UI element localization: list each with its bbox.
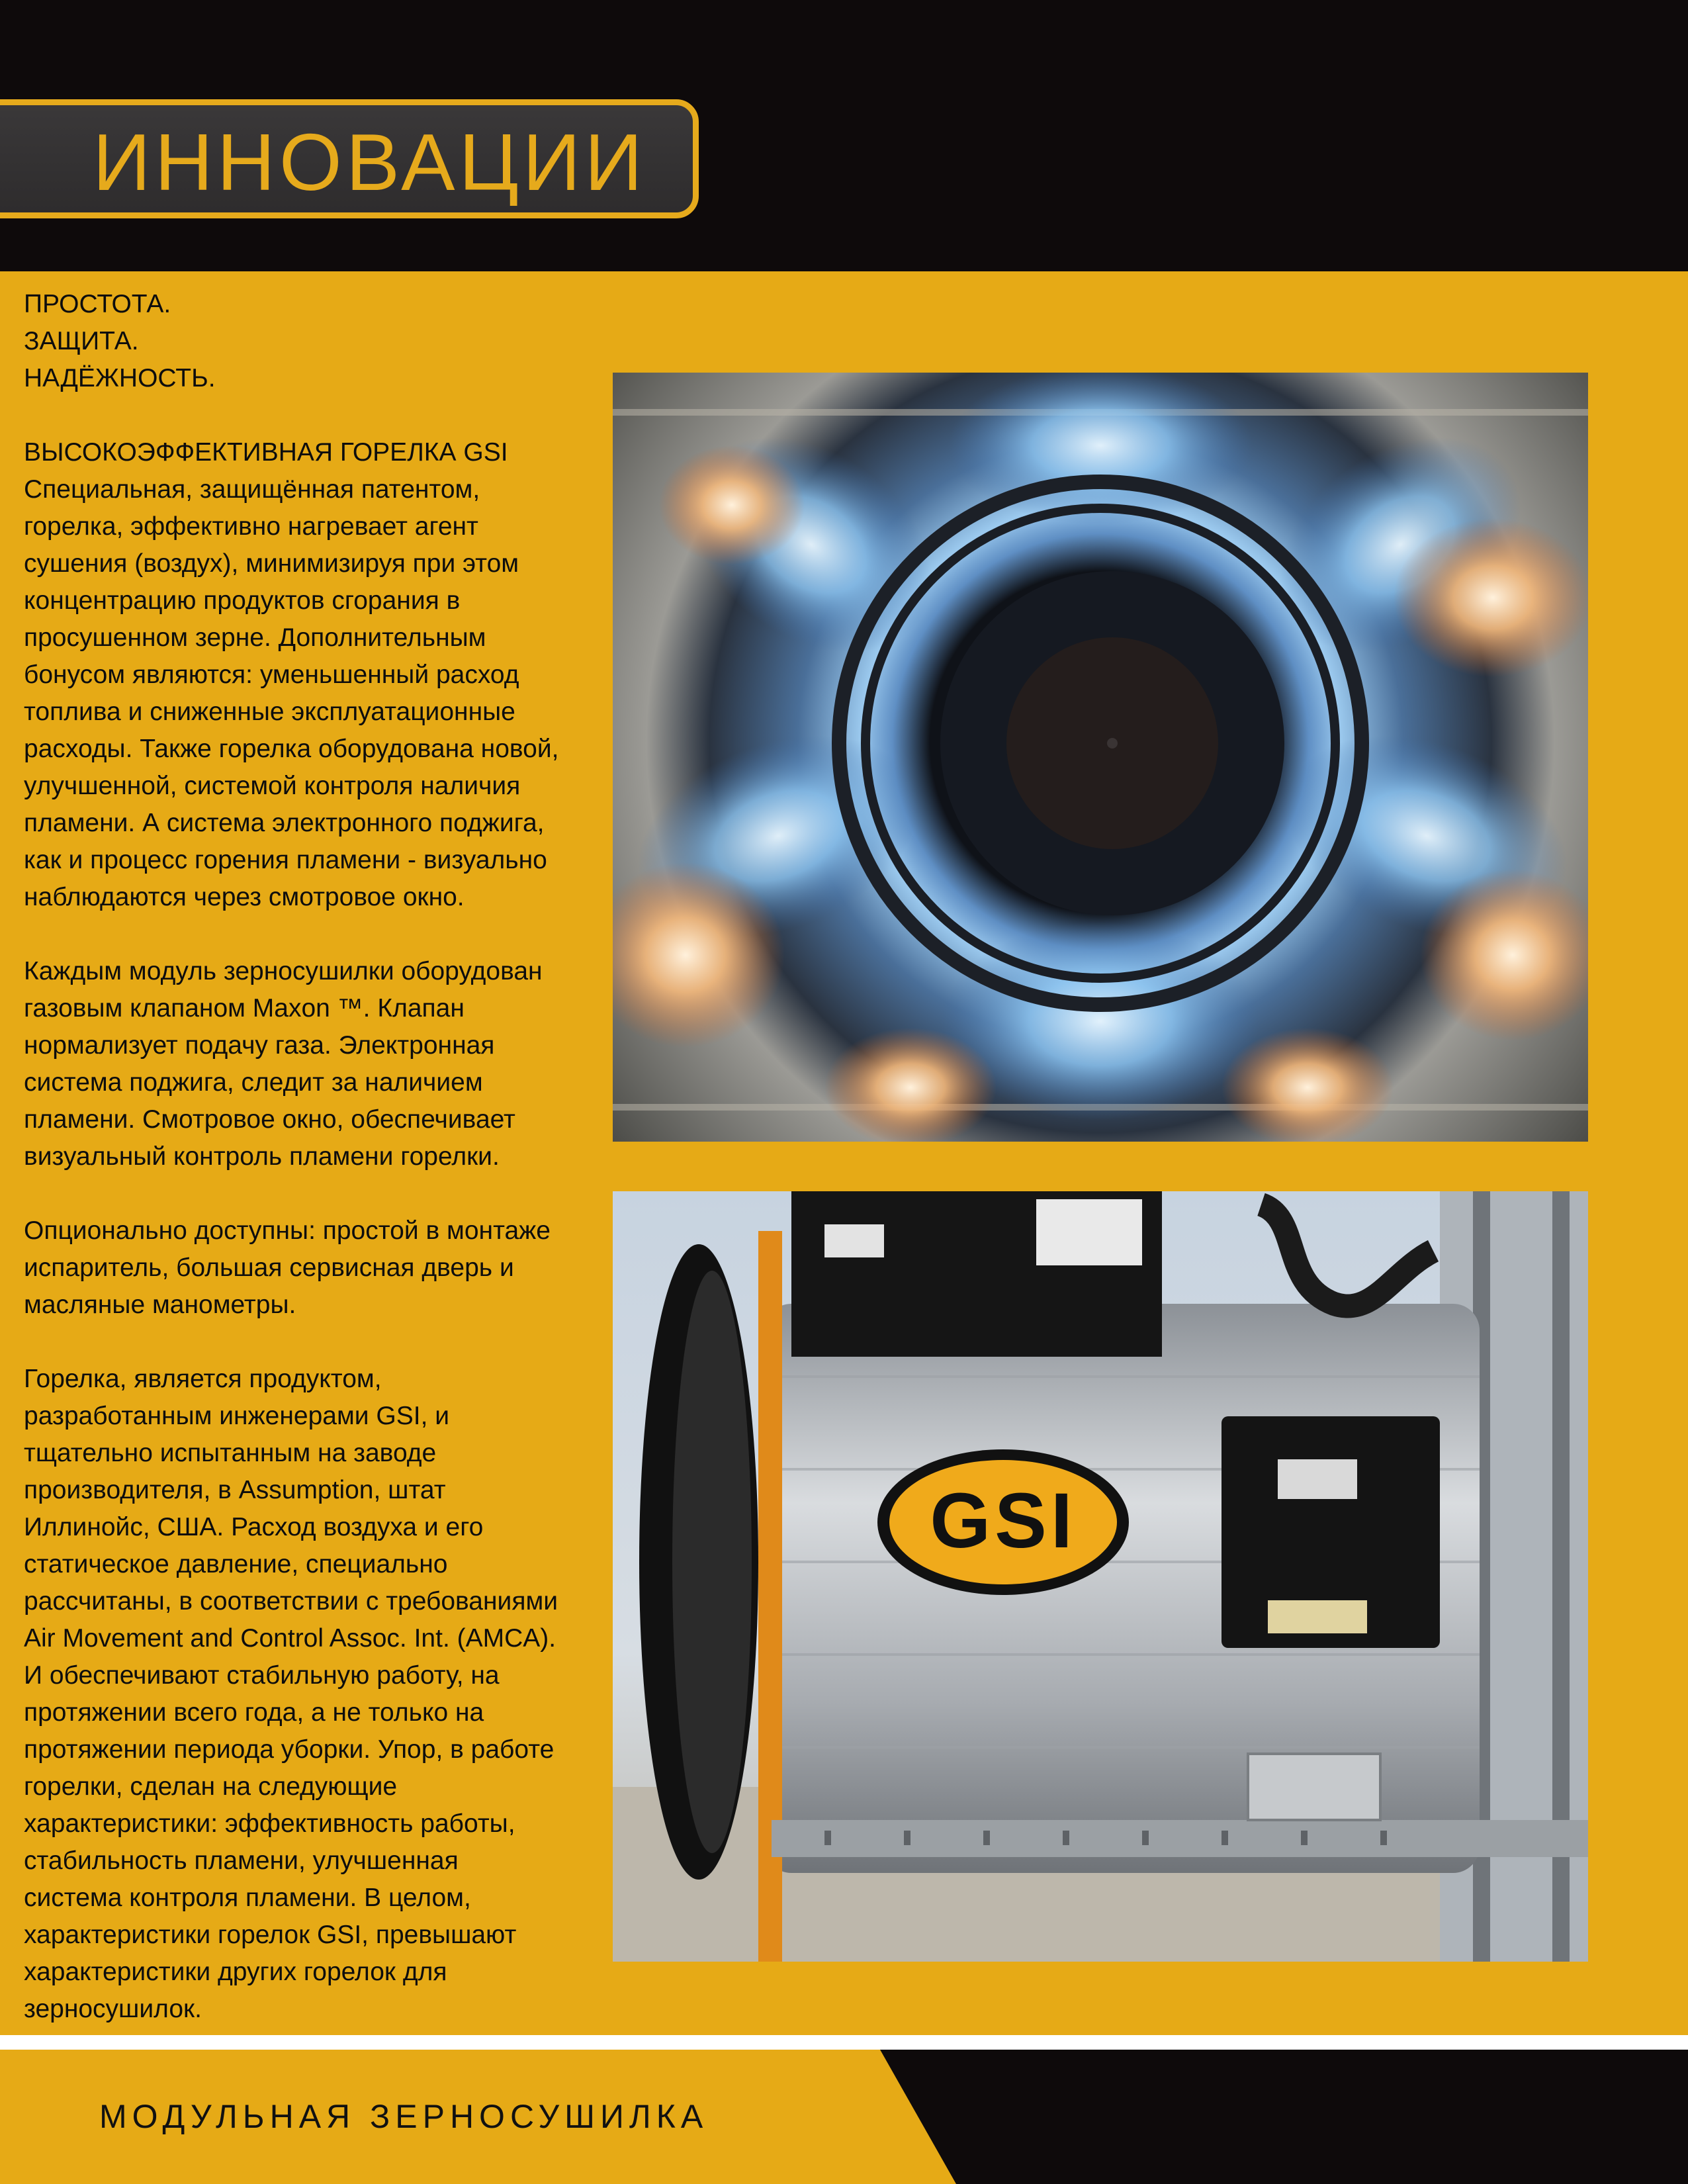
intro-block (24, 286, 606, 397)
text-line: газовым клапаном Maxon ™. Клапан (24, 994, 465, 1023)
text-line: Специальная, защищённая патентом, (24, 475, 480, 504)
gsi-logo-text: GSI (930, 1477, 1077, 1565)
footer-dark-corner (880, 2050, 1688, 2184)
text-line: стабильность пламени, улучшенная (24, 1846, 459, 1875)
intro-line: НАДЁЖНОСТЬ. (24, 364, 216, 392)
valve-paragraph (24, 953, 606, 1175)
text-line: как и процесс горения пламени - визуально (24, 846, 547, 874)
text-line: концентрацию продуктов сгорания в (24, 586, 461, 615)
options-paragraph (24, 1212, 606, 1324)
text-line: Air Movement and Control Assoc. Int. (AMCA). (24, 1624, 556, 1653)
text-line: протяжении периода уборки. Упор, в работе (24, 1735, 555, 1764)
burner-paragraph (24, 434, 606, 916)
text-line: визуальный контроль пламени горелки. (24, 1142, 500, 1171)
text-line: горелка, эффективно нагревает агент (24, 512, 478, 541)
text-line: тщательно испытанным на заводе (24, 1439, 437, 1467)
text-line: сушения (воздух), минимизируя при этом (24, 549, 519, 578)
text-line: пламени. Смотровое окно, обеспечивает (24, 1105, 515, 1134)
footer-divider (0, 2035, 1688, 2050)
text-line: просушенном зерне. Дополнительным (24, 623, 486, 652)
text-line: характеристики других горелок для (24, 1958, 447, 1986)
text-line: характеристики: эффективность работы, (24, 1809, 515, 1838)
burner-flame-illustration (613, 373, 1588, 1142)
text-line: протяжении всего года, а не только на (24, 1698, 484, 1727)
text-line: Опционально доступны: простой в монтаже (24, 1216, 551, 1245)
text-line: испаритель, большая сервисная дверь и (24, 1253, 514, 1282)
burner-flame-photo (613, 373, 1588, 1142)
text-line: горелки, сделан на следующие (24, 1772, 398, 1801)
burner-unit-illustration (613, 1191, 1588, 1962)
text-line: Горелка, является продуктом, (24, 1365, 382, 1393)
text-line: бонусом являются: уменьшенный расход (24, 660, 519, 689)
burner-heading: ВЫСОКОЭФФЕКТИВНАЯ ГОРЕЛКА GSI (24, 438, 508, 467)
text-line: И обеспечивают стабильную работу, на (24, 1661, 500, 1690)
page-title: ИННОВАЦИИ (93, 117, 647, 207)
intro-line: ПРОСТОТА. (24, 290, 171, 318)
text-line: характеристики горелок GSI, превышают (24, 1921, 517, 1949)
text-line: система поджига, следит за наличием (24, 1068, 483, 1097)
text-line: разработанным инженерами GSI, и (24, 1402, 450, 1430)
text-line: масляные манометры. (24, 1291, 296, 1319)
body-text-column (24, 286, 606, 2028)
product-paragraph (24, 1361, 606, 2028)
text-line: наблюдаются через смотровое окно. (24, 883, 465, 911)
burner-unit-photo (613, 1191, 1588, 1962)
text-line: рассчитаны, в соответствии с требованиями (24, 1587, 558, 1615)
text-line: производителя, в Assumption, штат (24, 1476, 446, 1504)
text-line: Каждым модуль зерносушилки оборудован (24, 957, 543, 985)
intro-line: ЗАЩИТА. (24, 327, 139, 355)
text-line: нормализует подачу газа. Электронная (24, 1031, 495, 1060)
text-line: система контроля пламени. В целом, (24, 1884, 471, 1912)
text-line: статическое давление, специально (24, 1550, 448, 1578)
text-line: улучшенной, системой контроля наличия (24, 772, 521, 800)
text-line: Иллинойс, США. Расход воздуха и его (24, 1513, 484, 1541)
gsi-logo (877, 1449, 1129, 1595)
text-line: зерносушилок. (24, 1995, 202, 2023)
text-line: расходы. Также горелка оборудована новой, (24, 735, 559, 763)
text-line: пламени. А система электронного поджига, (24, 809, 545, 837)
footer-title: МОДУЛЬНАЯ ЗЕРНОСУШИЛКА (99, 2098, 709, 2135)
text-line: топлива и сниженные эксплуатационные (24, 698, 515, 726)
